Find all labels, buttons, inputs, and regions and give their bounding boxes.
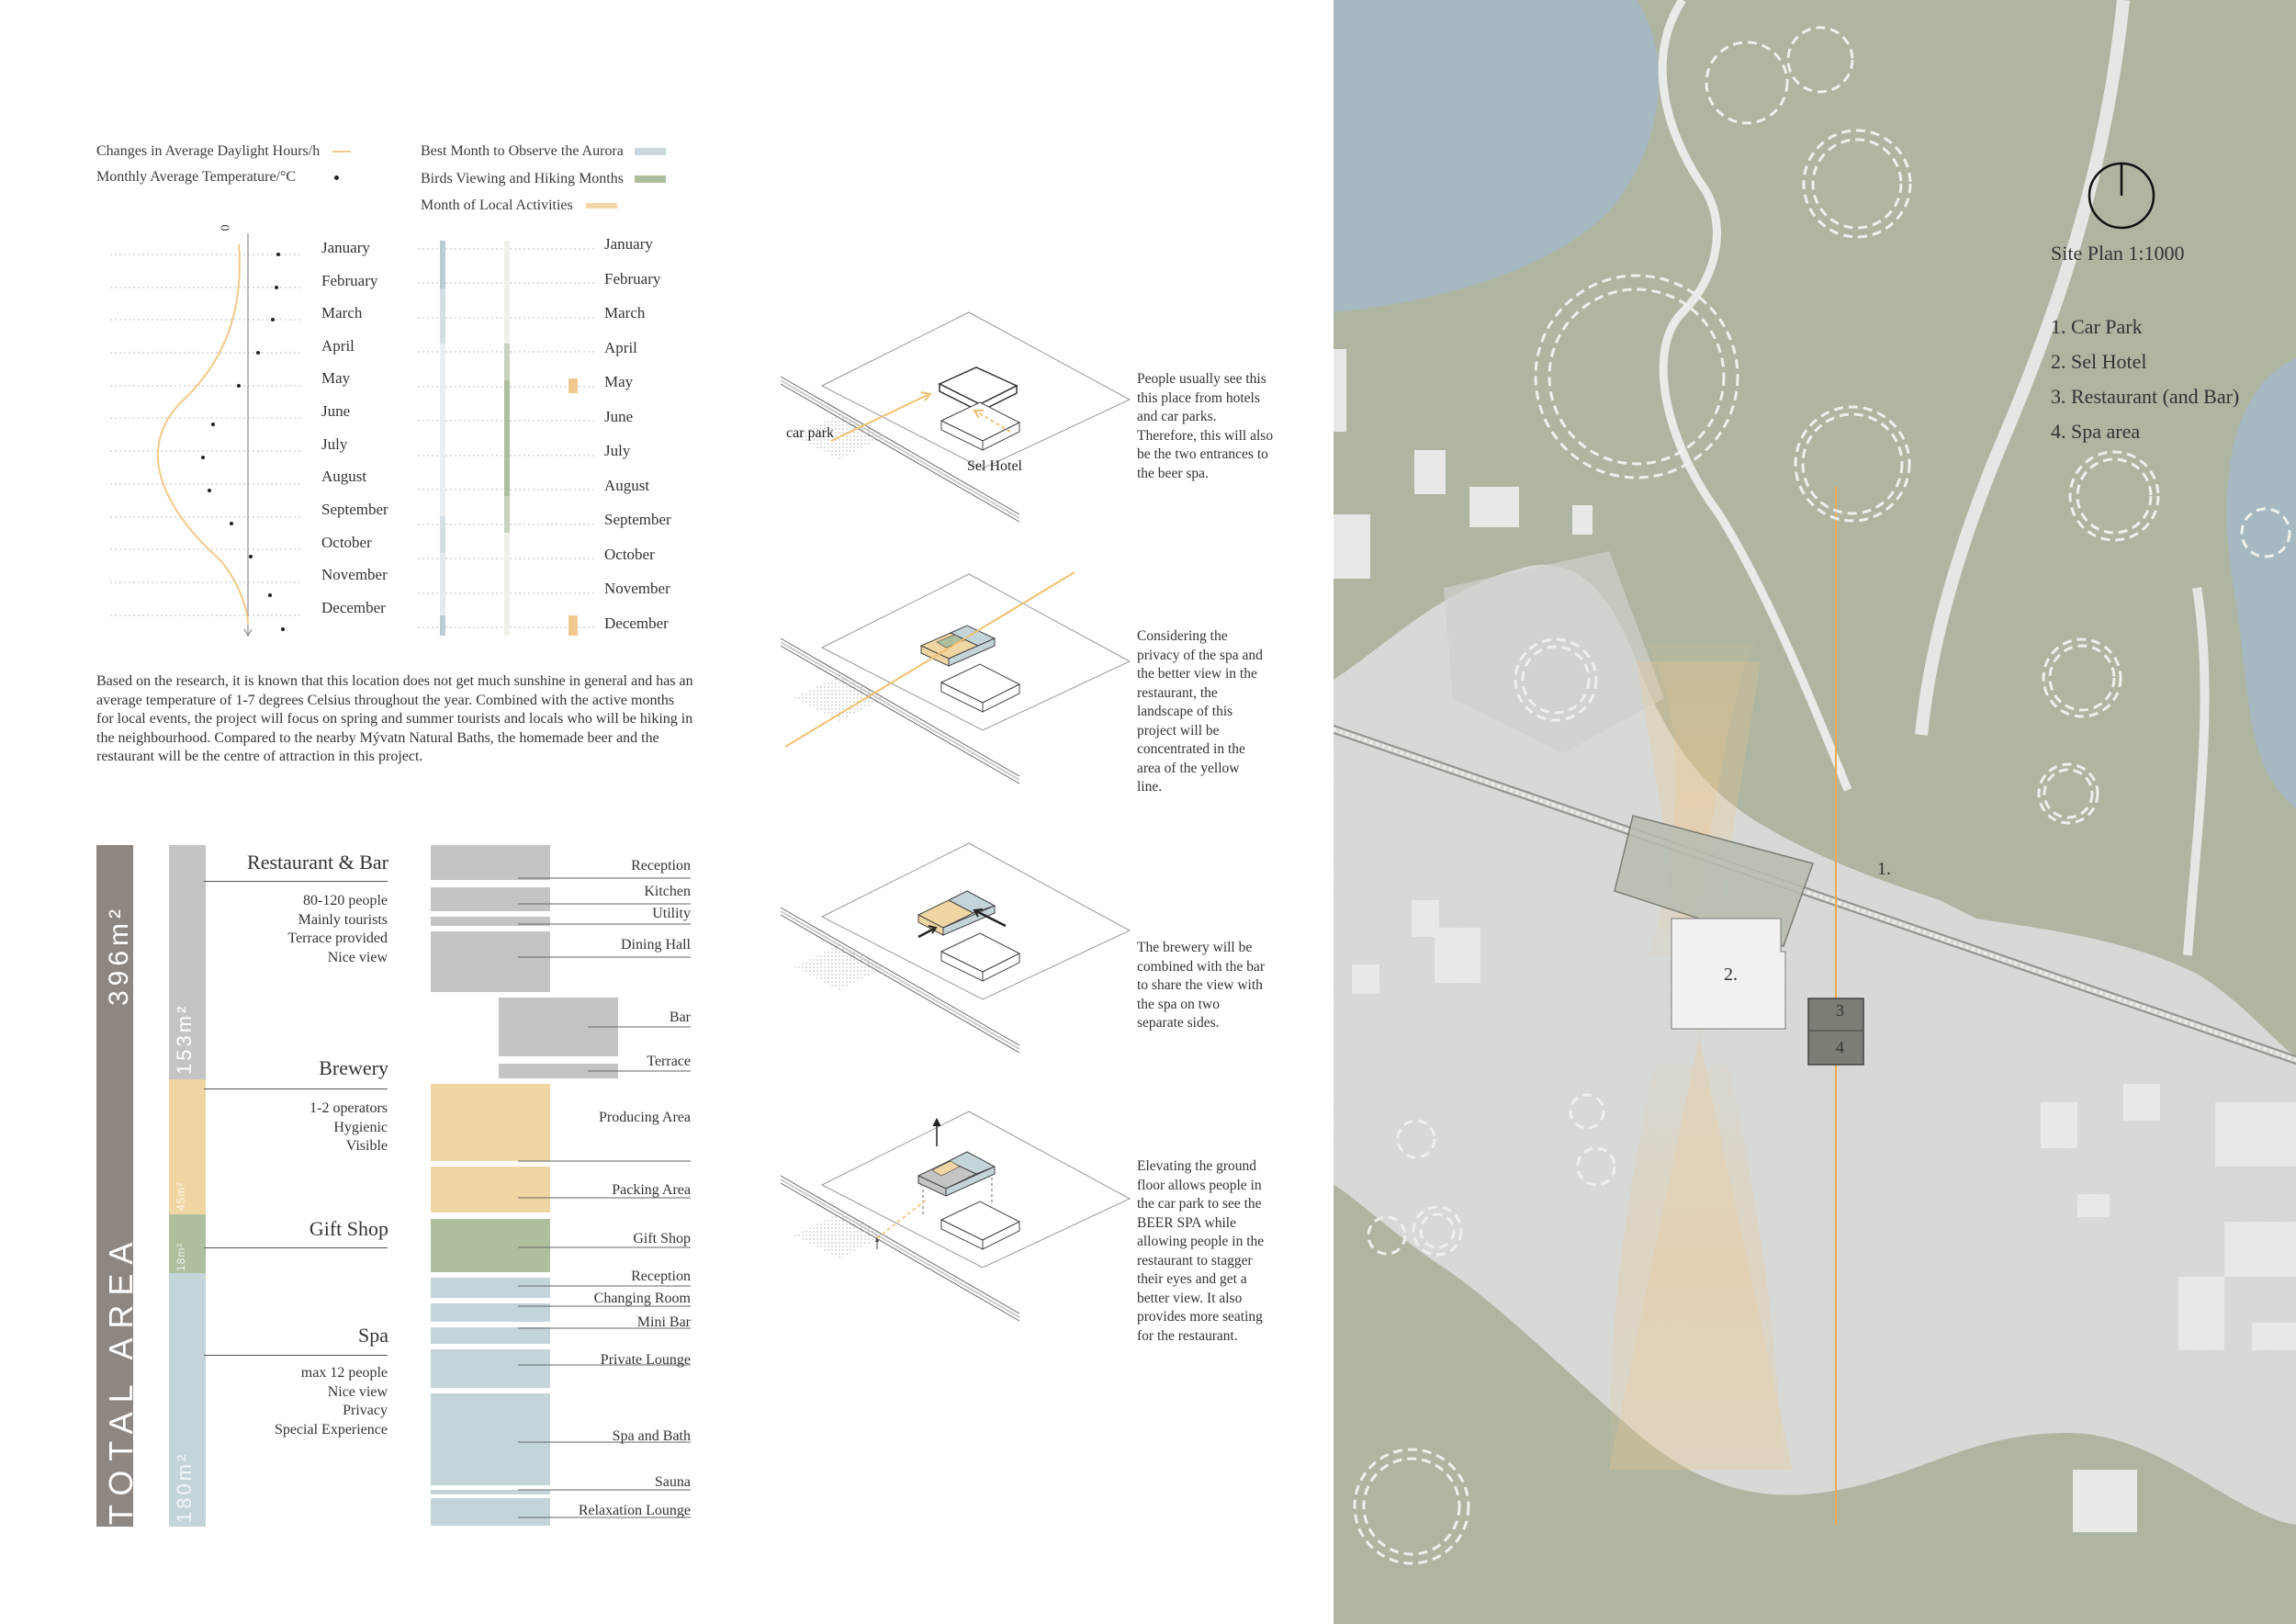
sel-hotel-label: Sel Hotel: [967, 458, 1022, 474]
section-spa-notes: max 12 people Nice view Privacy Special Experience: [274, 1365, 388, 1438]
room-label: Spa and Bath: [612, 1428, 691, 1444]
month-label: April: [321, 337, 355, 355]
daylight-temperature-chart: [92, 220, 312, 643]
month-label: October: [604, 546, 655, 563]
aurora-swatch: [635, 148, 666, 155]
section-brewery-title: Brewery: [319, 1056, 388, 1079]
map-label-hotel: 2.: [1724, 964, 1738, 985]
room-label: Private Lounge: [600, 1352, 691, 1368]
room-label: Utility: [652, 906, 691, 921]
section-restaurant-title: Restaurant & Bar: [247, 851, 388, 874]
axon-diagram-view-line: [776, 565, 1143, 785]
section-spa-title: Spa: [358, 1324, 388, 1347]
month-label: June: [321, 402, 351, 420]
diagram-4-text: Elevating the ground floor allows people in the car park to see the BEER SPA while allowing people in the restaurant to stagger their eyes and get a better view. It also provides more seating for the restaurant.: [1137, 1158, 1265, 1344]
divider: [204, 881, 388, 882]
car-park-label: car park: [786, 425, 834, 441]
diagram-2-text: Considering the privacy of the spa and the better view in the restaurant, the landscape of this project will be concentrated in the area of the yellow line.: [1137, 628, 1263, 795]
axon-diagram-entrances: [776, 303, 1143, 524]
room-label: Packing Area: [612, 1182, 691, 1198]
room-label: Relaxation Lounge: [578, 1503, 691, 1518]
month-label: May: [321, 369, 351, 387]
gift-area-value: 18m²: [174, 1242, 187, 1271]
north-arrow-icon: [2087, 161, 2160, 234]
month-label: December: [321, 599, 386, 616]
axon-diagram-elevated: [776, 1102, 1143, 1323]
room-label: Kitchen: [644, 884, 691, 899]
legend-daylight: Changes in Average Daylight Hours/h: [96, 143, 351, 160]
room-label: Changing Room: [593, 1291, 691, 1306]
activity-months-chart: [418, 220, 602, 643]
month-label: September: [321, 501, 388, 518]
room-label: Reception: [631, 1269, 691, 1284]
month-label: November: [604, 580, 670, 597]
month-label: August: [321, 468, 367, 485]
room-label: Reception: [631, 858, 691, 874]
map-label-car-park: 1.: [1877, 859, 1891, 879]
divider: [204, 1088, 388, 1089]
research-paragraph: Based on the research, it is known that this location does not get much sunshine in general and has an average temperature of 1-7 degrees Celsius throughout the year. Combined with the active months for local events, the project will focus on spring and summer tourists and locals who will be hiking in the neighbourhood. Compared to the nearby Mývatn Natural Baths, the homemade beer and the restaurant will be the centre of attraction in this project.: [96, 673, 693, 764]
room-label: Dining Hall: [621, 937, 691, 953]
legend-item: 4. Spa area: [2051, 420, 2141, 443]
month-label: July: [321, 435, 348, 453]
total-area-label: TOTAL AREA: [102, 1233, 140, 1525]
legend-temperature: Monthly Average Temperature/°C: [96, 169, 339, 186]
legend-item: 1. Car Park: [2051, 315, 2143, 338]
divider: [204, 1247, 388, 1248]
month-label: June: [604, 408, 634, 425]
month-label: July: [604, 442, 631, 459]
legend-aurora: Best Month to Observe the Aurora: [421, 143, 666, 160]
month-label: December: [604, 615, 669, 632]
month-label: May: [604, 373, 634, 390]
room-label: Mini Bar: [636, 1314, 691, 1330]
spa-area-value: 180m²: [173, 1451, 196, 1523]
legend-birds: Birds Viewing and Hiking Months: [421, 171, 666, 187]
temperature-swatch: [334, 175, 339, 180]
diagram-1-text: People usually see this this place from hotels and car parks. Therefore, this will also be the two entrances to the beer spa.: [1137, 371, 1274, 481]
daylight-swatch: [332, 151, 351, 152]
month-label: January: [321, 239, 370, 256]
month-label: April: [604, 339, 637, 356]
map-label-spa: 4: [1836, 1038, 1844, 1056]
axon-diagram-brewery: [776, 834, 1143, 1054]
legend-item: 2. Sel Hotel: [2051, 350, 2147, 373]
restaurant-area-value: 153m²: [173, 1003, 196, 1075]
legend-activities: Month of Local Activities: [421, 197, 617, 214]
birds-swatch: [635, 175, 666, 183]
site-plan-title: Site Plan 1:1000: [2051, 242, 2185, 265]
activities-swatch: [586, 203, 617, 209]
legend-item: 3. Restaurant (and Bar): [2051, 385, 2240, 408]
month-label: February: [604, 270, 661, 288]
month-label: August: [604, 477, 650, 494]
section-restaurant-notes: 80-120 people Mainly tourists Terrace provided Nice view: [287, 893, 388, 965]
diagram-3-text: The brewery will be combined with the bar to share the view with the spa on two separate sides.: [1137, 940, 1266, 1031]
zero-label: 0: [217, 224, 231, 231]
room-label: Terrace: [647, 1054, 691, 1069]
section-brewery-notes: 1-2 operators Hygienic Visible: [310, 1100, 388, 1154]
divider: [204, 1355, 388, 1356]
section-gift-title: Gift Shop: [309, 1217, 388, 1240]
month-label: November: [321, 566, 388, 583]
brewery-area-value: 45m²: [174, 1181, 187, 1211]
room-label: Gift Shop: [633, 1231, 691, 1246]
month-label: February: [321, 272, 378, 289]
room-label: Bar: [669, 1009, 691, 1025]
month-label: March: [321, 304, 363, 321]
month-label: March: [604, 304, 646, 321]
room-label: Producing Area: [599, 1110, 691, 1125]
total-area-value: 396m²: [104, 904, 134, 1006]
map-label-restaurant: 3: [1836, 1001, 1844, 1020]
month-label: January: [604, 235, 653, 253]
month-label: October: [321, 534, 372, 551]
room-label: Sauna: [654, 1474, 691, 1490]
month-label: September: [604, 511, 671, 528]
